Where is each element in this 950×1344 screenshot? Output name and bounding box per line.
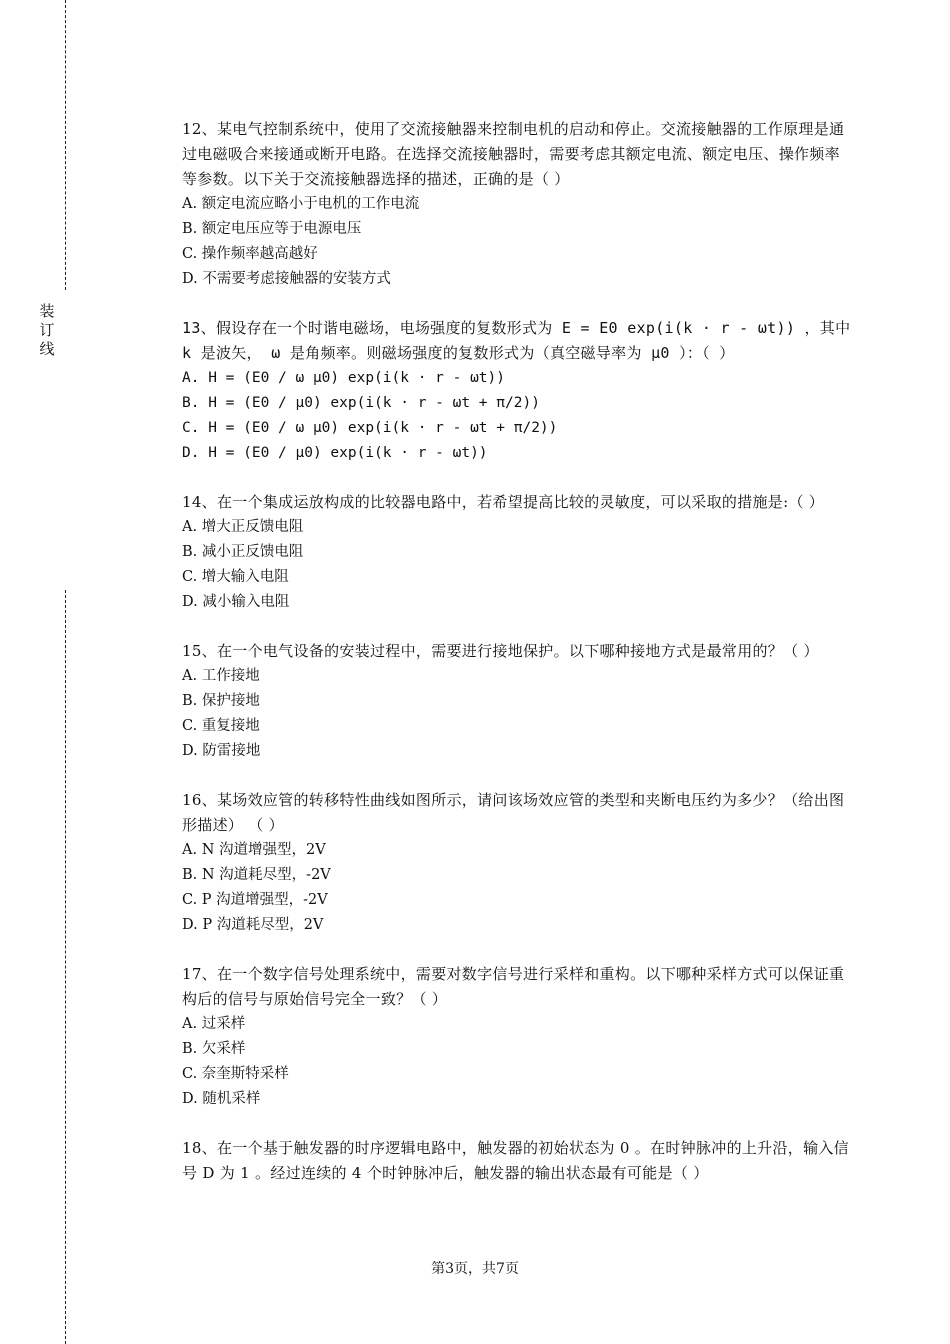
- option-a[interactable]: A. 额定电流应略小于电机的工作电流: [182, 196, 420, 212]
- option-b[interactable]: B. N 沟道耗尽型，-2V: [182, 867, 331, 883]
- option-b[interactable]: B. 额定电压应等于电源电压: [182, 221, 362, 237]
- option-c[interactable]: C. 奈奎斯特采样: [182, 1066, 289, 1082]
- page-footer: 第3页，共7页: [431, 1261, 519, 1277]
- option-d[interactable]: D. H = (E0 / μ0) exp(i(k · r - ωt)): [182, 445, 488, 461]
- option-d[interactable]: D. P 沟道耗尽型，2V: [182, 917, 324, 933]
- option-c[interactable]: C. H = (E0 / ω μ0) exp(i(k · r - ωt + π/2)): [182, 420, 558, 436]
- question-17: [182, 962, 852, 1112]
- question-stem: 16、某场效应管的转移特性曲线如图所示，请问该场效应管的类型和夹断电压约为多少？（给出图形描述） （ ）: [182, 791, 845, 834]
- binding-char: 订: [39, 321, 55, 339]
- question-16: [182, 788, 852, 938]
- question-13: [182, 316, 852, 466]
- question-stem: 18、在一个基于触发器的时序逻辑电路中，触发器的初始状态为 0 。在时钟脉冲的上升沿，输入信号 D 为 1 。经过连续的 4 个时钟脉冲后，触发器的输出状态最有可能是（ ）: [182, 1139, 849, 1182]
- option-a[interactable]: A. 增大正反馈电阻: [182, 519, 304, 535]
- option-b[interactable]: B. H = (E0 / μ0) exp(i(k · r - ωt + π/2)): [182, 395, 540, 411]
- question-stem: 14、在一个集成运放构成的比较器电路中，若希望提高比较的灵敏度，可以采取的措施是:（ ）: [182, 493, 825, 511]
- option-a[interactable]: A. 过采样: [182, 1016, 246, 1032]
- question-stem: 15、在一个电气设备的安装过程中，需要进行接地保护。以下哪种接地方式是最常用的？（ ）: [182, 642, 819, 660]
- option-d[interactable]: D. 随机采样: [182, 1091, 261, 1107]
- binding-label: [38, 302, 56, 359]
- question-14: [182, 490, 852, 615]
- binding-line-top: [65, 0, 66, 290]
- option-a[interactable]: A. 工作接地: [182, 668, 260, 684]
- option-a[interactable]: A. H = (E0 / ω μ0) exp(i(k · r - ωt)): [182, 370, 506, 386]
- binding-char: 线: [39, 340, 55, 358]
- question-15: [182, 639, 852, 764]
- question-stem: 13、假设存在一个时谐电磁场，电场强度的复数形式为 E = E0 exp(i(k · r - ωt)) ，其中 k 是波矢， ω 是角频率。则磁场强度的复数形式为（真空磁导率为 μ0 ）：（ ）: [182, 319, 851, 362]
- option-c[interactable]: C. 重复接地: [182, 718, 260, 734]
- option-d[interactable]: D. 防雷接地: [182, 743, 261, 759]
- option-d[interactable]: D. 不需要考虑接触器的安装方式: [182, 271, 391, 287]
- option-c[interactable]: C. 增大输入电阻: [182, 569, 289, 585]
- option-a[interactable]: A. N 沟道增强型，2V: [182, 842, 326, 858]
- option-b[interactable]: B. 减小正反馈电阻: [182, 544, 304, 560]
- binding-line-bottom: [65, 590, 66, 1344]
- question-stem: 17、在一个数字信号处理系统中，需要对数字信号进行采样和重构。以下哪种采样方式可以保证重构后的信号与原始信号完全一致？（ ）: [182, 965, 845, 1008]
- option-b[interactable]: B. 欠采样: [182, 1041, 246, 1057]
- option-c[interactable]: C. 操作频率越高越好: [182, 246, 318, 262]
- option-c[interactable]: C. P 沟道增强型，-2V: [182, 892, 328, 908]
- option-b[interactable]: B. 保护接地: [182, 693, 260, 709]
- question-12: [182, 117, 852, 292]
- question-18: [182, 1136, 852, 1186]
- binding-char: 装: [39, 302, 55, 320]
- question-list: [182, 117, 852, 1210]
- question-stem: 12、某电气控制系统中，使用了交流接触器来控制电机的启动和停止。交流接触器的工作原理是通过电磁吸合来接通或断开电路。在选择交流接触器时，需要考虑其额定电流、额定电压、操作频率等参数。以下关于交流接触器选择的描述，正确的是（ ）: [182, 120, 845, 188]
- option-d[interactable]: D. 减小输入电阻: [182, 594, 290, 610]
